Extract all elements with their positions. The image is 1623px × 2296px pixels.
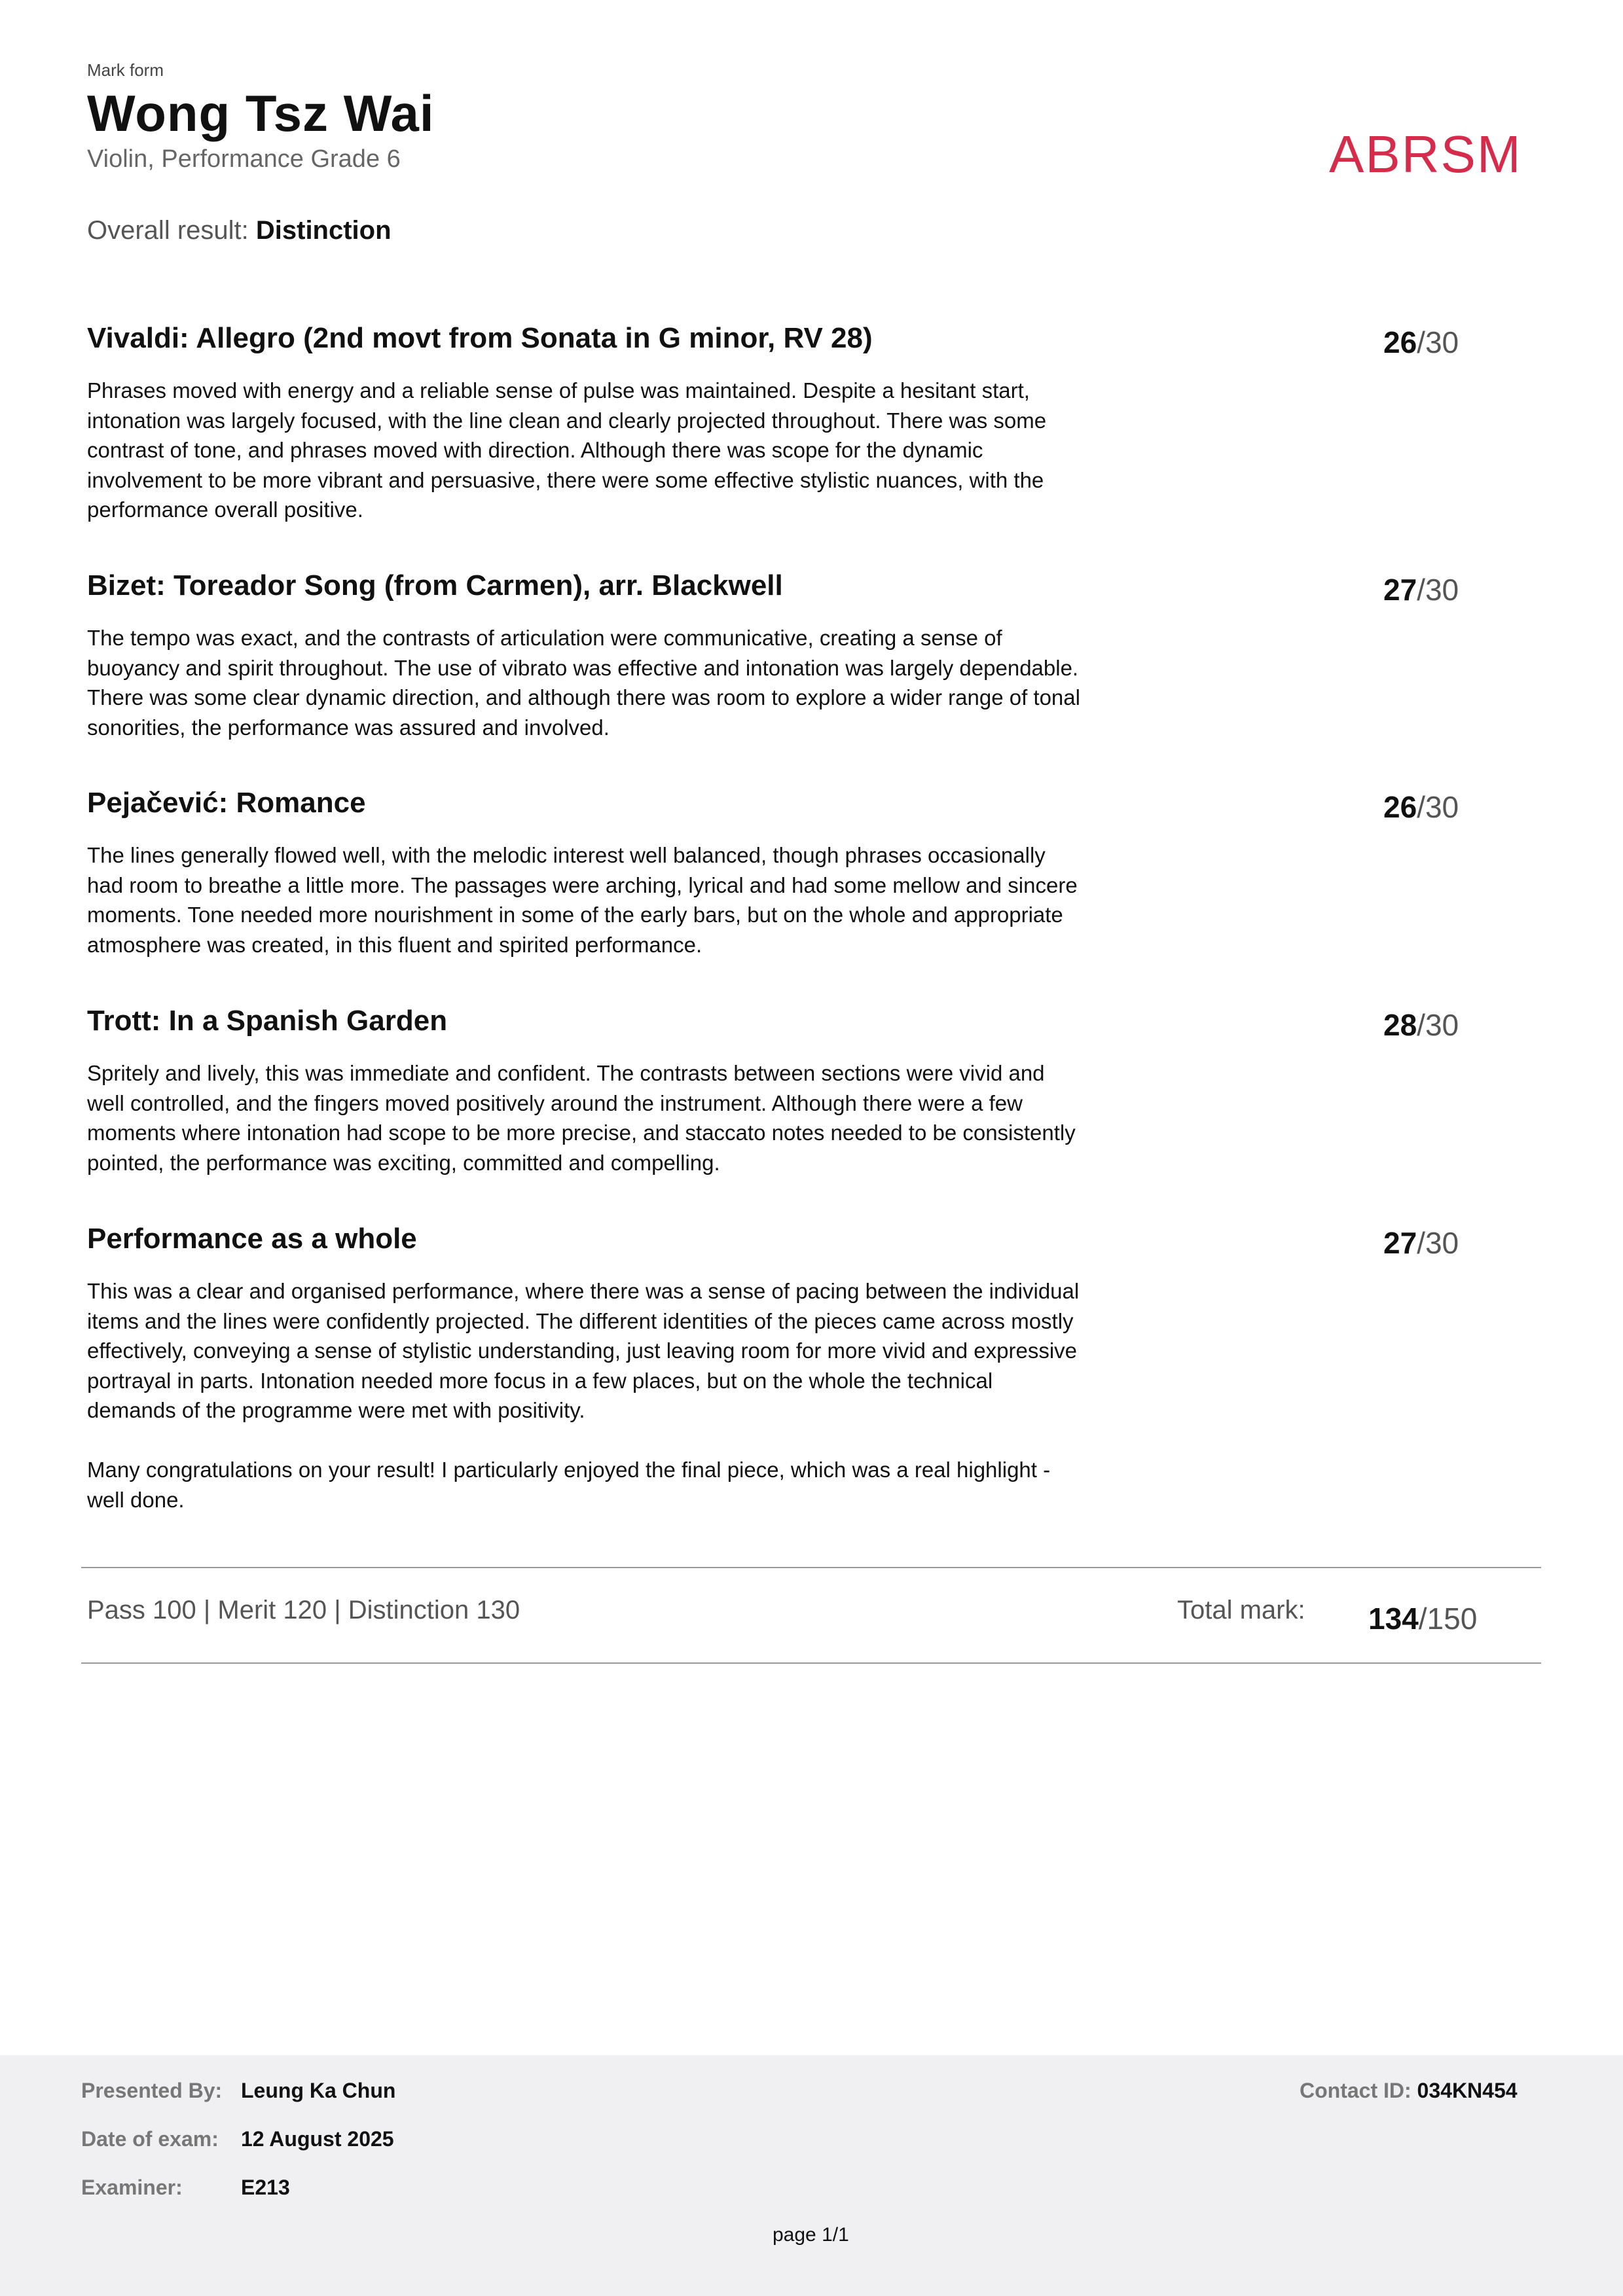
grade-thresholds: Pass 100 | Merit 120 | Distinction 130 xyxy=(87,1596,520,1624)
piece-comment: Spritely and lively, this was immediate and confident. The contrasts between sections were vivid and well controlled, and the fingers moved positively around the instrument. Although there were a few moments where intonation had scope to be more precise, and staccato notes needed to be consistently pointed, the performance was exciting, committed and compelling. xyxy=(87,1061,1076,1175)
piece-score-value: 26 xyxy=(1383,790,1417,824)
piece-title: Performance as a whole xyxy=(87,1223,417,1255)
examiner-row xyxy=(81,2176,290,2200)
presented-by-row xyxy=(81,2079,395,2103)
candidate-name: Wong Tsz Wai xyxy=(87,84,435,142)
contact-id-label: Contact ID: xyxy=(1300,2079,1412,2102)
overall-result-label: Overall result: xyxy=(87,216,249,245)
page-number: page 1/1 xyxy=(773,2224,849,2246)
piece-comment: Phrases moved with energy and a reliable sense of pulse was maintained. Despite a hesitant start, intonation was largely focused, with the line clean and clearly projected throughout. There was some contrast of tone, and phrases moved with direction. Although there was scope for the dynamic involvement to be more vibrant and persuasive, there were some effective stylistic nuances, with the performance overall positive. xyxy=(87,378,1047,522)
exam-date-row xyxy=(81,2127,394,2151)
piece-score xyxy=(1383,572,1459,607)
exam-date-value: 12 August 2025 xyxy=(241,2127,394,2151)
piece-score xyxy=(1383,1225,1459,1261)
total-mark-value: 134 xyxy=(1368,1602,1419,1636)
overall-result-value: Distinction xyxy=(255,216,392,245)
presented-by-label: Presented By: xyxy=(81,2079,223,2102)
piece-score xyxy=(1383,789,1459,825)
overall-result xyxy=(87,216,392,245)
piece-score-value: 28 xyxy=(1383,1008,1417,1042)
piece-score xyxy=(1383,325,1459,360)
total-mark xyxy=(1368,1601,1477,1636)
examiner-value: E213 xyxy=(241,2176,290,2199)
piece-score-max: /30 xyxy=(1417,573,1459,607)
total-mark-label: Total mark: xyxy=(1177,1596,1305,1624)
piece-title: Trott: In a Spanish Garden xyxy=(87,1005,448,1037)
piece-score-max: /30 xyxy=(1417,790,1459,824)
form-label: Mark form xyxy=(87,60,164,80)
piece-score-value: 27 xyxy=(1383,1226,1417,1260)
piece-score-max: /30 xyxy=(1417,1226,1459,1260)
divider xyxy=(81,1662,1541,1664)
examiner-label: Examiner: xyxy=(81,2176,183,2199)
divider xyxy=(81,1567,1541,1568)
abrsm-logo: ABRSM xyxy=(1329,125,1522,183)
piece-score-max: /30 xyxy=(1417,325,1459,359)
piece-score-value: 26 xyxy=(1383,325,1417,359)
piece-score-max: /30 xyxy=(1417,1008,1459,1042)
piece-comment: The tempo was exact, and the contrasts of articulation were communicative, creating a sense of buoyancy and spirit throughout. The use of vibrato was effective and intonation was largely dependable. There was some clear dynamic direction, and although there was room to explore a wider range of tonal sonorities, the performance was assured and involved. xyxy=(87,626,1080,740)
piece-score-value: 27 xyxy=(1383,573,1417,607)
exam-subject: Violin, Performance Grade 6 xyxy=(87,145,401,173)
contact-id xyxy=(1300,2079,1518,2103)
piece-comment: The lines generally flowed well, with the melodic interest well balanced, though phrases occasionally had room to breathe a little more. The passages were arching, lyrical and had some mellow and sincere moments. Tone needed more nourishment in some of the early bars, but on the whole and appropriate atmosphere was created, in this fluent and spirited performance. xyxy=(87,843,1078,957)
piece-title: Vivaldi: Allegro (2nd movt from Sonata in G minor, RV 28) xyxy=(87,322,873,354)
piece-title: Bizet: Toreador Song (from Carmen), arr. Blackwell xyxy=(87,569,783,601)
exam-date-label: Date of exam: xyxy=(81,2127,219,2151)
total-mark-max: /150 xyxy=(1418,1602,1478,1636)
piece-score xyxy=(1383,1007,1459,1043)
presented-by-value: Leung Ka Chun xyxy=(241,2079,396,2102)
piece-comment: This was a clear and organised performance, where there was a sense of pacing between the individual items and the lines were confidently projected. The different identities of the pieces came across mostly effectively, conveying a sense of stylistic understanding, just leaving room for more vivid and expressive portrayal in parts. Intonation needed more focus in a few places, but on the whole the technical demands of the programme were met with positivity. Many congratulations on your result! I particularly enjoyed the final piece, which was a real highlight - well done. xyxy=(87,1279,1080,1512)
contact-id-value: 034KN454 xyxy=(1417,2079,1518,2102)
piece-title: Pejačević: Romance xyxy=(87,787,366,819)
